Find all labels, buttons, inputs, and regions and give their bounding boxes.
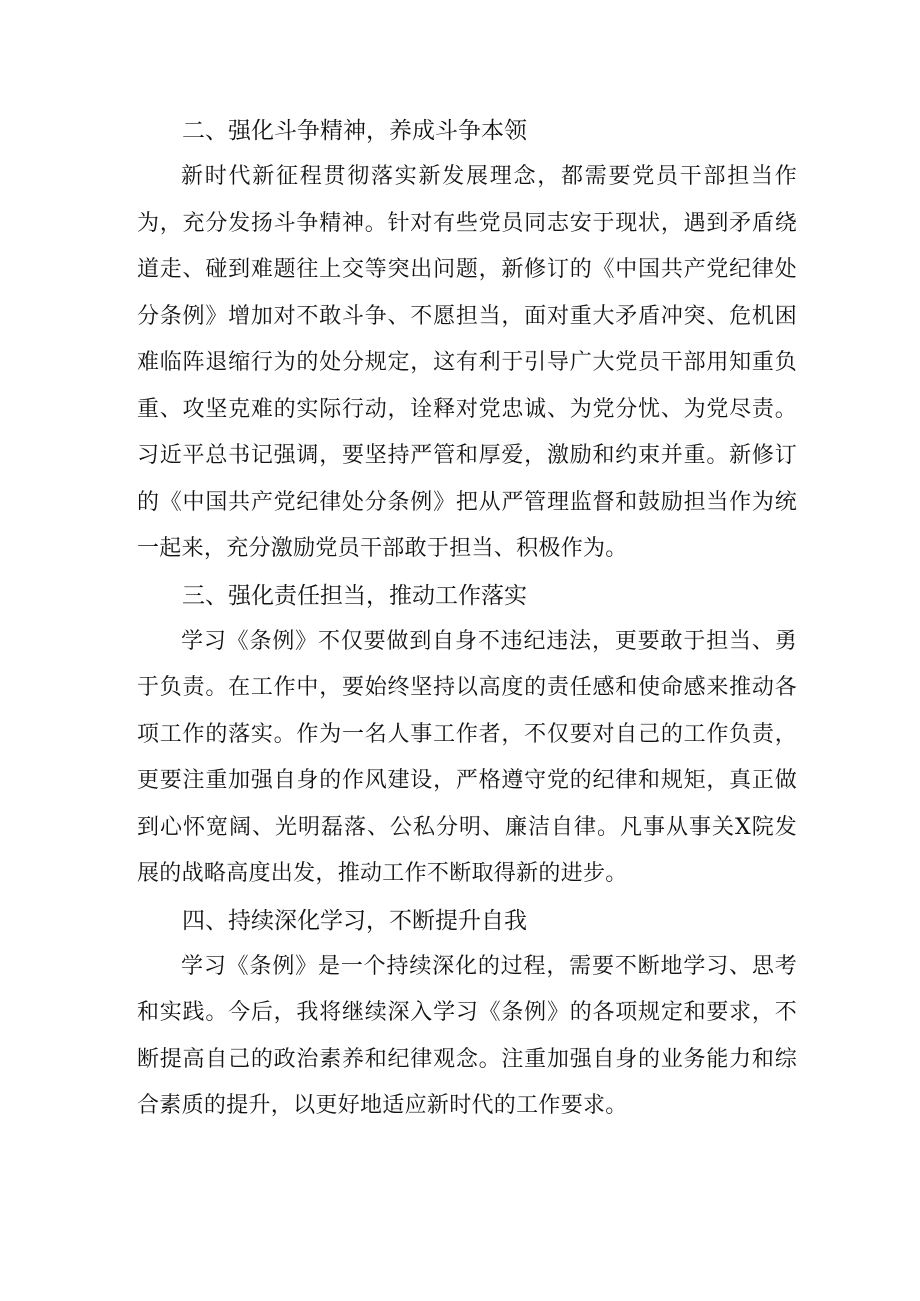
section-paragraph-4: 学习《条例》是一个持续深化的过程，需要不断地学习、思考和实践。今后，我将继续深入学习《条例》的各项规定和要求，不断提高自己的政治素养和纪律观念。注重加强自身的业务能力和综合素质的提升，以更好地适应新时代的工作要求。 (137, 953, 797, 1118)
section-heading-2: 二、强化斗争精神，养成斗争本领 (182, 118, 527, 144)
document-body (137, 108, 797, 1130)
section-paragraph-2: 新时代新征程贯彻落实新发展理念，都需要党员干部担当作为，充分发扬斗争精神。针对有些党员同志安于现状，遇到矛盾绕道走、碰到难题往上交等突出问题，新修订的《中国共产党纪律处分条例》增加对不敢斗争、不愿担当，面对重大矛盾冲突、危机困难临阵退缩行为的处分规定，这有利于引导广大党员干部用知重负重、攻坚克难的实际行动，诠释对党忠诚、为党分忧、为党尽责。习近平总书记强调，要坚持严管和厚爱，激励和约束并重。新修订的《中国共产党纪律处分条例》把从严管理监督和鼓励担当作为统一起来，充分激励党员干部敢于担当、积极作为。 (137, 164, 797, 561)
section-paragraph-3: 学习《条例》不仅要做到自身不违纪违法，更要敢于担当、勇于负责。在工作中，要始终坚持以高度的责任感和使命感来推动各项工作的落实。作为一名人事工作者，不仅要对自己的工作负责，更要注重加强自身的作风建设，严格遵守党的纪律和规矩，真正做到心怀宽阔、光明磊落、公私分明、廉洁自律。凡事从事关X院发展的战略高度出发，推动工作不断取得新的进步。 (137, 628, 797, 886)
section-heading-3: 三、强化责任担当，推动工作落实 (182, 582, 527, 609)
section-heading-4: 四、持续深化学习，不断提升自我 (182, 907, 527, 934)
